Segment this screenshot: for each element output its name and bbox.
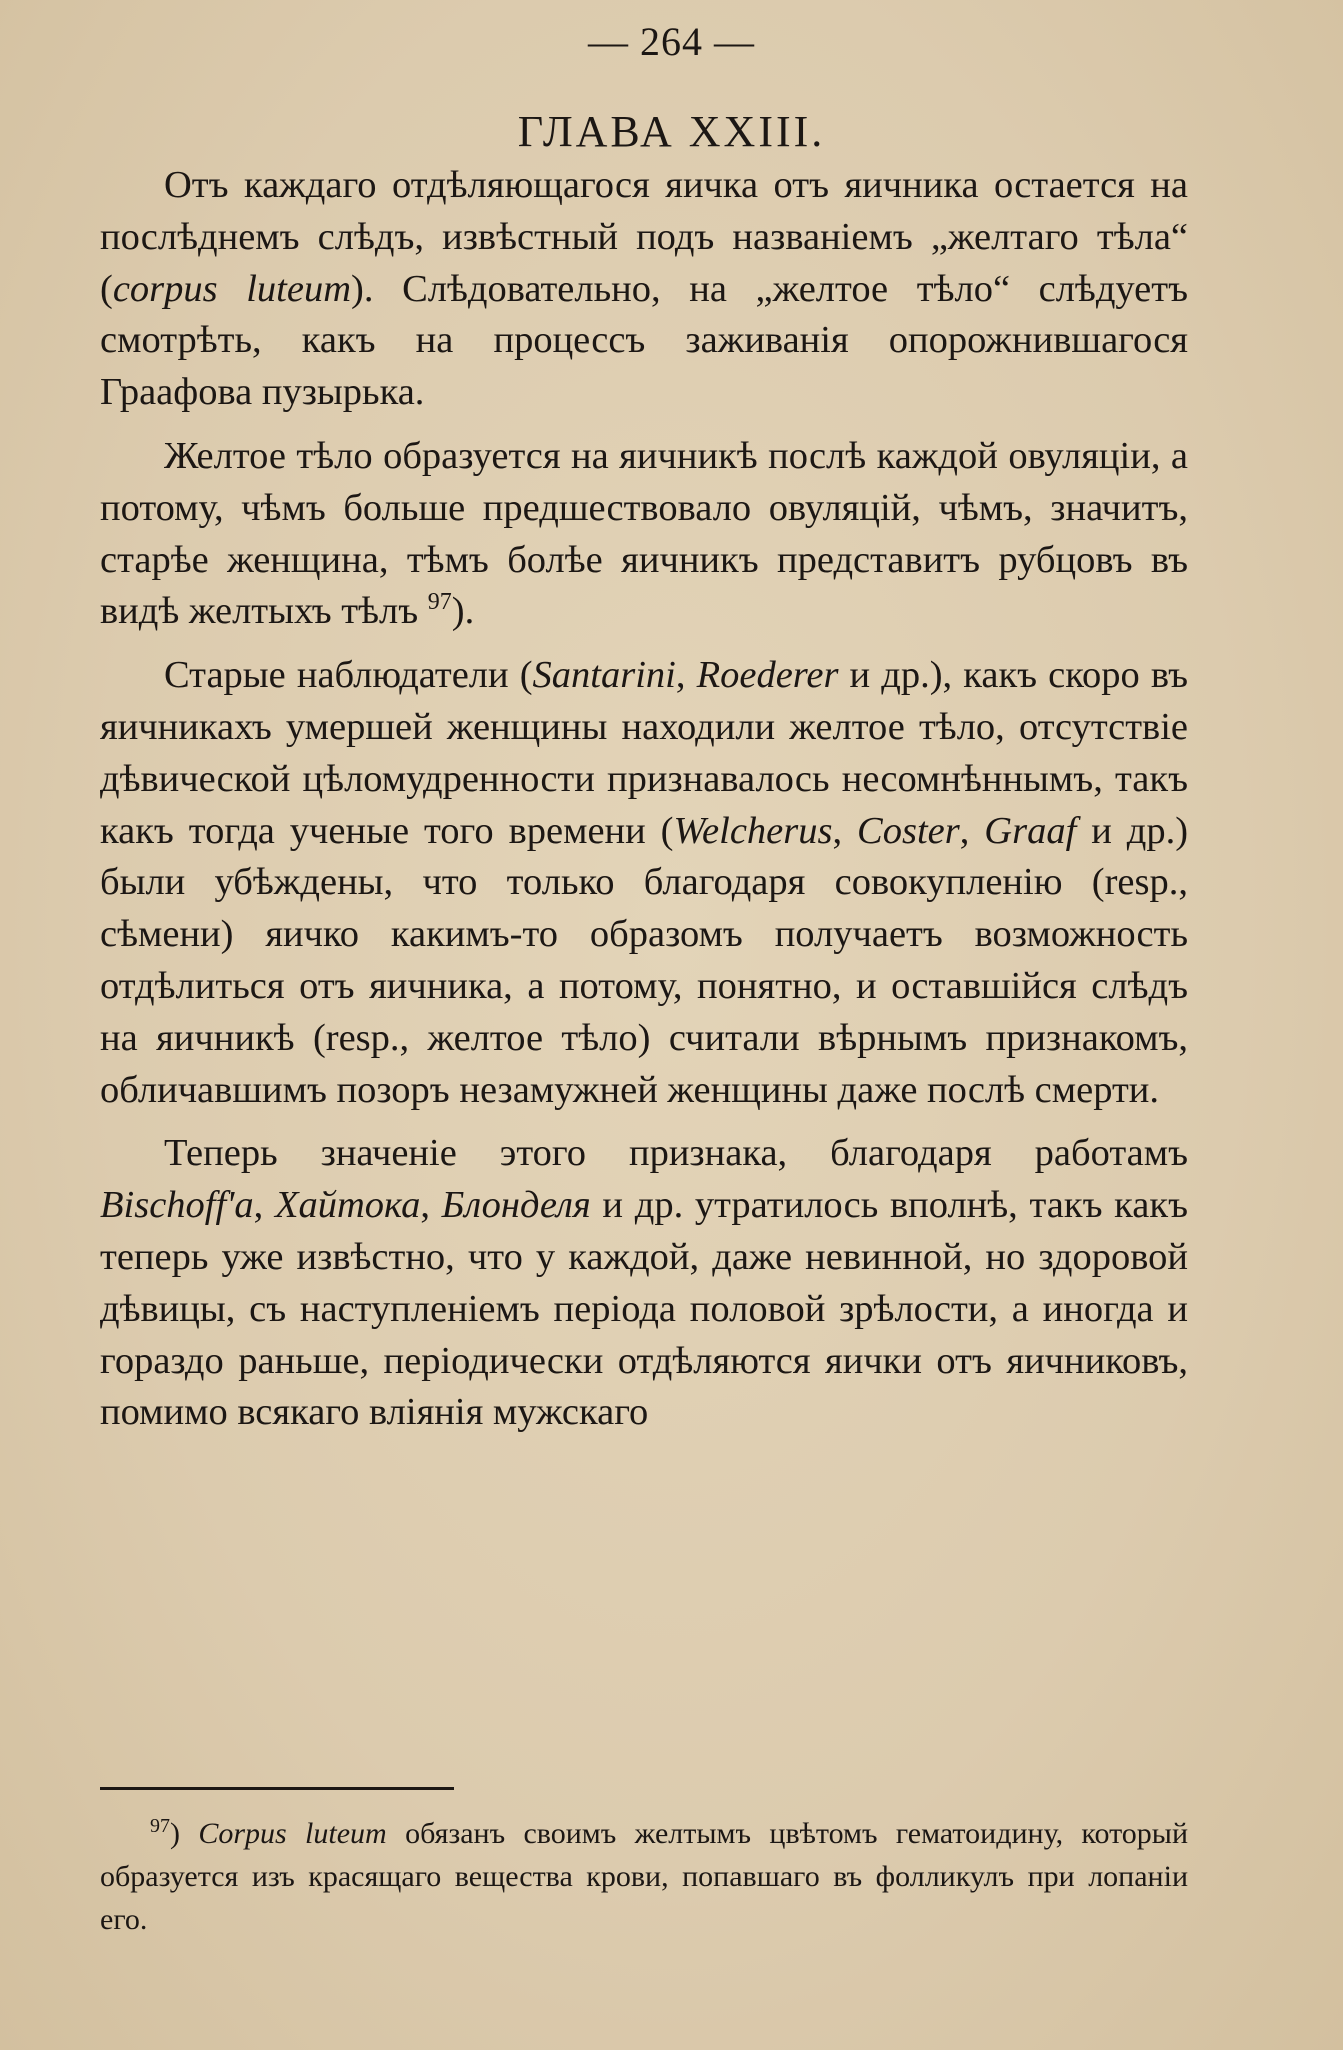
paragraph-text: и др. утратилось вполнѣ, такъ какъ теперь уже извѣстно, что у каждой, даже невинной, но здоровой дѣвицы, съ наступленіемъ періода половой зрѣлости, а иногда и гораздо раньше, періодически отдѣляются яички отъ яичниковъ, помимо всякаго вліянія мужскаго [100, 1184, 1189, 1434]
author-name: Bischoff'a [100, 1184, 254, 1227]
author-name: Блонделя [441, 1184, 591, 1227]
author-name: Graaf [984, 809, 1077, 852]
paragraph-text: Старые наблюдатели ( [164, 654, 533, 697]
paragraph-1 [100, 160, 1188, 419]
author-name: Хайтока [274, 1184, 421, 1227]
separator: , [832, 809, 858, 852]
author-name: Santarini [532, 654, 676, 697]
footnote-marker: 97 [150, 1815, 170, 1837]
separator: , [959, 809, 985, 852]
author-name: Welcherus [673, 809, 833, 852]
paragraph-text: ). [451, 590, 475, 633]
author-name: Roederer [696, 654, 839, 697]
chapter-body [100, 160, 1188, 1439]
paragraph-3 [100, 650, 1188, 1116]
paragraph-text: и др.) были убѣждены, что только благодаря совокупленію (resp., сѣмени) яичко какимъ-то образомъ получаетъ возможность отдѣлиться отъ яичника, а потому, понятно, и оставшійся слѣдъ на яичникѣ (resp., желтое тѣло) считали вѣрнымъ признакомъ, обличавшимъ позоръ незамужней женщины даже послѣ смерти. [100, 809, 1189, 1111]
separator: , [420, 1184, 442, 1227]
latin-term: corpus luteum [112, 267, 352, 310]
paragraph-text: и др.), какъ скоро въ яичникахъ умершей женщины находили желтое тѣло, отсутствіе дѣвической цѣломудренности признавалось несомнѣннымъ, такъ какъ тогда ученые того времени ( [100, 654, 1188, 852]
footnote-reference: 97 [427, 589, 452, 616]
page-number: — 264 — [588, 19, 755, 64]
author-name: Coster [857, 809, 960, 852]
separator: , [675, 654, 697, 697]
paragraph-text: ). Слѣдовательно, на „желтое тѣло“ слѣдуетъ смотрѣть, какъ на процессъ заживанія опорожнившагося Граафова пузырька. [100, 267, 1188, 414]
paragraph-text: Желтое тѣло образуется на яичникѣ послѣ каждой овуляціи, а потому, чѣмъ больше предшествовало овуляцій, чѣмъ, значитъ, старѣе женщина, тѣмъ болѣе яичникъ представитъ рубцовъ въ видѣ желтыхъ тѣлъ [100, 434, 1188, 633]
footnote-marker-paren: ) [170, 1817, 199, 1850]
paragraph-2 [100, 431, 1188, 638]
paragraph-4 [100, 1128, 1188, 1439]
paragraph-text: Теперь значеніе этого признака, благодаря работамъ [164, 1132, 1188, 1175]
paragraph-text: Отъ каждаго отдѣляющагося яичка отъ яичника остается на послѣднемъ слѣдъ, извѣстный подъ названіемъ „желтаго тѣла“ ( [100, 164, 1188, 310]
footnote [100, 1812, 1188, 1941]
chapter-title: ГЛАВА XXIII. [517, 107, 826, 156]
footnote-term: Corpus luteum [198, 1817, 387, 1850]
footnote-divider [100, 1787, 454, 1790]
footnote-text: обязанъ своимъ желтымъ цвѣтомъ гематоидину, который образуется изъ красящаго вещества крови, попавшаго въ фолликулъ при лопаніи его. [100, 1817, 1188, 1936]
separator: , [253, 1184, 275, 1227]
